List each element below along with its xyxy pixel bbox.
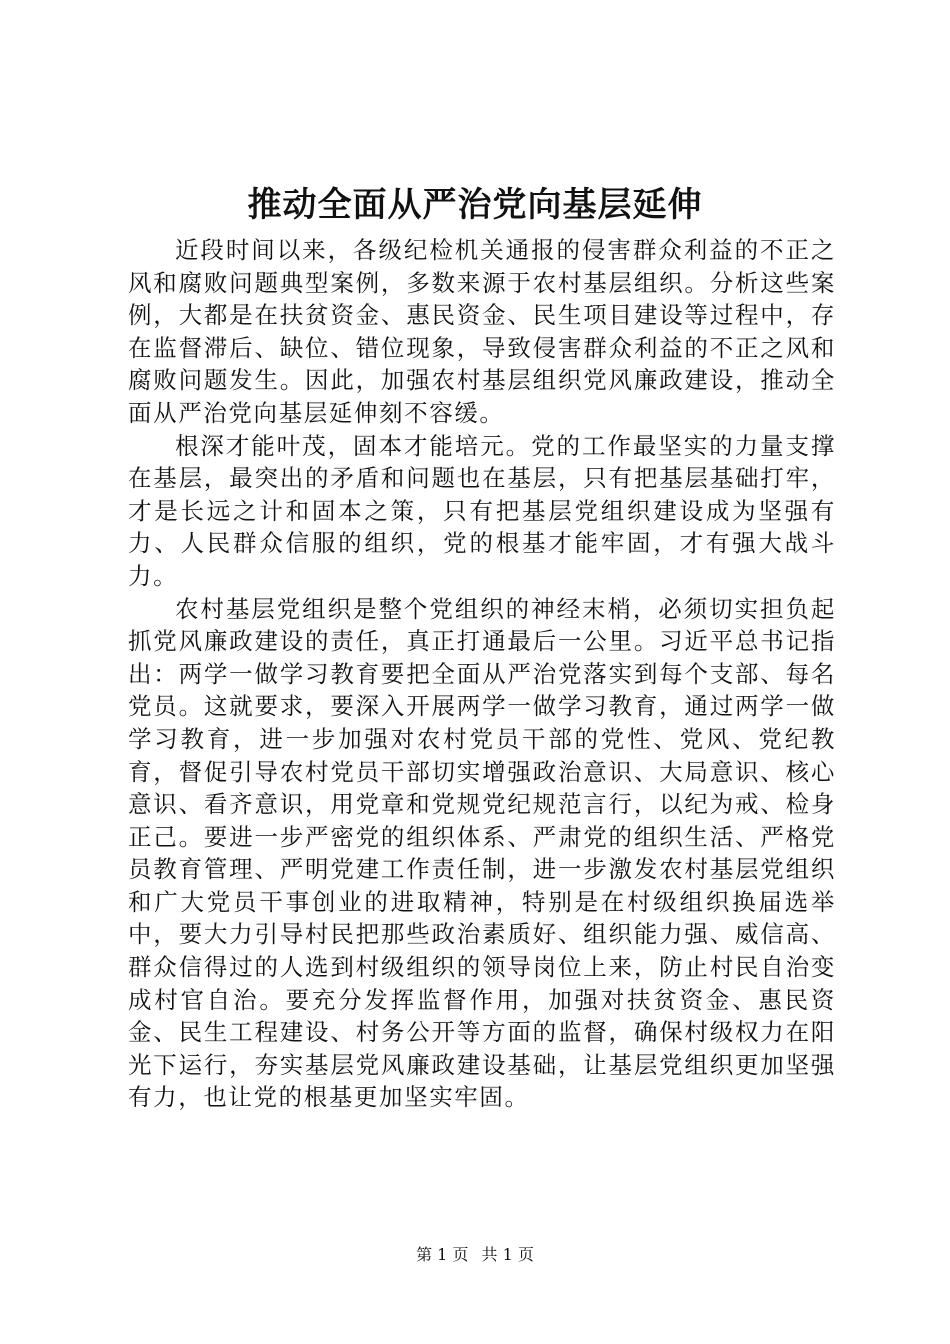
document-body <box>128 234 836 1114</box>
body-paragraph: 近段时间以来，各级纪检机关通报的侵害群众利益的不正之风和腐败问题典型案例，多数来源于农村基层组织。分析这些案例，大都是在扶贫资金、惠民资金、民生项目建设等过程中，存在监督滞后、缺位、错位现象，导致侵害群众利益的不正之风和腐败问题发生。因此，加强农村基层组织党风廉政建设，推动全面从严治党向基层延伸刻不容缓。 <box>128 236 836 427</box>
body-paragraph: 农村基层党组织是整个党组织的神经末梢，必须切实担负起抓党风廉政建设的责任，真正打通最后一公里。习近平总书记指出：两学一做学习教育要把全面从严治党落实到每个支部、每名党员。这就要求，要深入开展两学一做学习教育，通过两学一做学习教育，进一步加强对农村党员干部的党性、党风、党纪教育，督促引导农村党员干部切实增强政治意识、大局意识、核心意识、看齐意识，用党章和党规党纪规范言行，以纪为戒、检身正己。要进一步严密党的组织体系、严肃党的组织生活、严格党员教育管理、严明党建工作责任制，进一步激发农村基层党组织和广大党员干事创业的进取精神，特别是在村级组织换届选举中，要大力引导村民把那些政治素质好、组织能力强、威信高、群众信得过的人选到村级组织的领导岗位上来，防止村民自治变成村官自治。要充分发挥监督作用，加强对扶贫资金、惠民资金、民生工程建设、村务公开等方面的监督，确保村级权力在阳光下运行，夯实基层党风廉政建设基础，让基层党组织更加坚强有力，也让党的根基更加坚实牢固。 <box>128 594 836 1112</box>
page-total: 共 1 页 <box>481 1245 534 1264</box>
page-footer <box>0 1244 950 1266</box>
body-paragraph: 根深才能叶茂，固本才能培元。党的工作最坚实的力量支撑在基层，最突出的矛盾和问题也在基层，只有把基层基础打牢，才是长远之计和固本之策，只有把基层党组织建设成为坚强有力、人民群众信服的组织，党的根基才能牢固，才有强大战斗力。 <box>128 431 836 590</box>
document-title: 推动全面从严治党向基层延伸 <box>247 185 703 225</box>
page-number: 第 1 页 <box>416 1245 469 1264</box>
